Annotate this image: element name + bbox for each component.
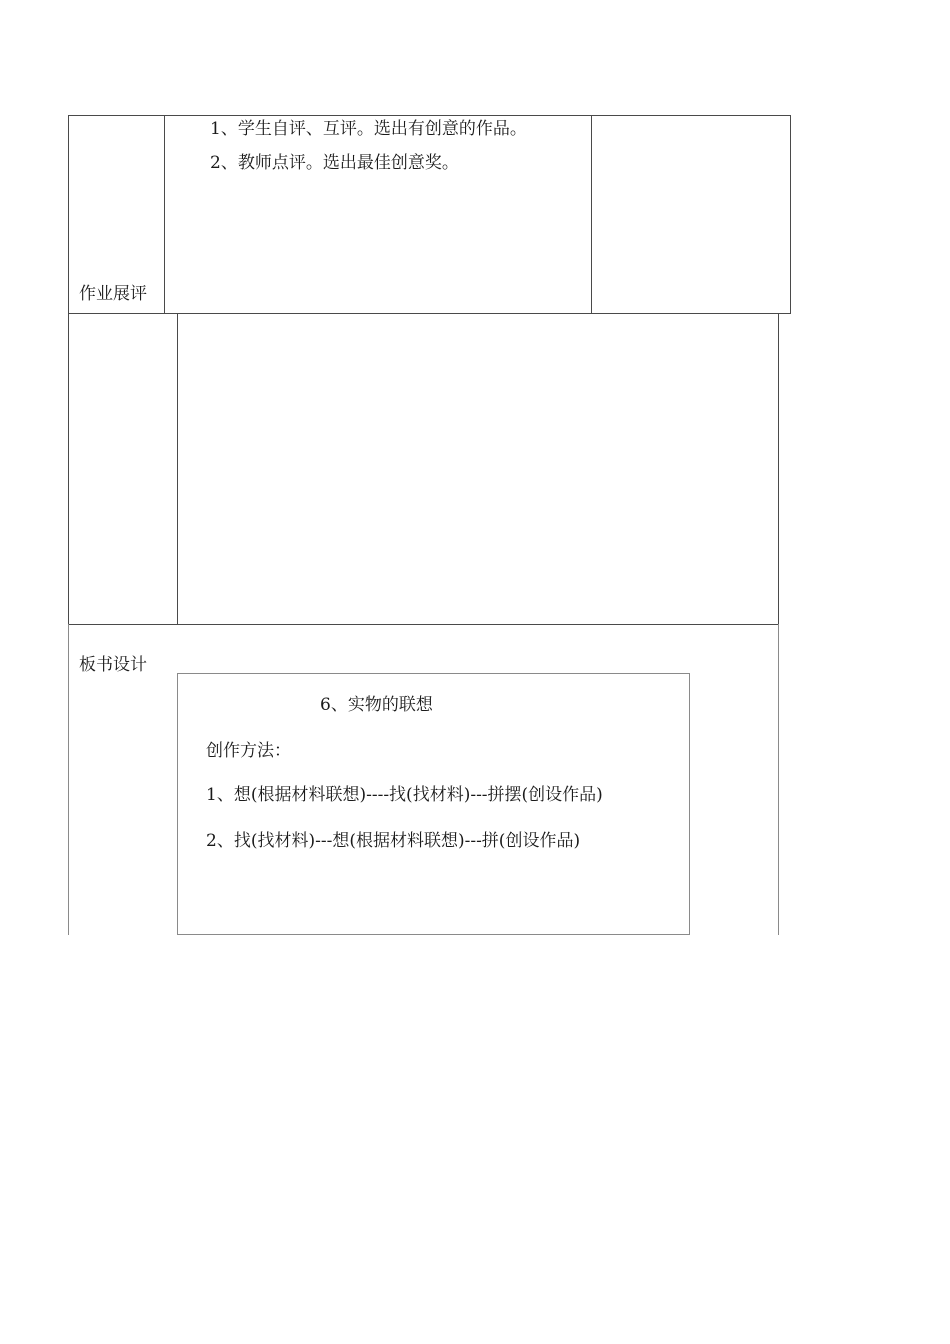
- row3-right-border: [778, 624, 779, 935]
- method-item-2: 2、找(找材料)---想(根据材料联想)---拼(创设作品): [206, 831, 581, 851]
- method-item-1: 1、想(根据材料联想)----找(找材料)---拼摆(创设作品): [206, 785, 603, 805]
- row1-left-border: [68, 115, 69, 314]
- row1-right-border: [790, 115, 791, 314]
- row3-left-border: [68, 624, 69, 935]
- homework-label: 作业展评: [79, 284, 147, 304]
- row2-bottom-border: [68, 624, 779, 625]
- board-title: 6、实物的联想: [320, 695, 433, 715]
- homework-item-2: 2、教师点评。选出最佳创意奖。: [210, 153, 459, 173]
- method-heading: 创作方法：: [206, 741, 291, 761]
- row2-left-border: [68, 313, 69, 625]
- row2-label-divider: [177, 313, 178, 625]
- row2-right-border: [778, 313, 779, 625]
- row1-label-divider: [164, 115, 165, 314]
- row1-top-border: [68, 115, 791, 116]
- row1-notes-divider: [591, 115, 592, 314]
- board-design-label: 板书设计: [79, 655, 147, 675]
- homework-item-1: 1、学生自评、互评。选出有创意的作品。: [210, 119, 527, 139]
